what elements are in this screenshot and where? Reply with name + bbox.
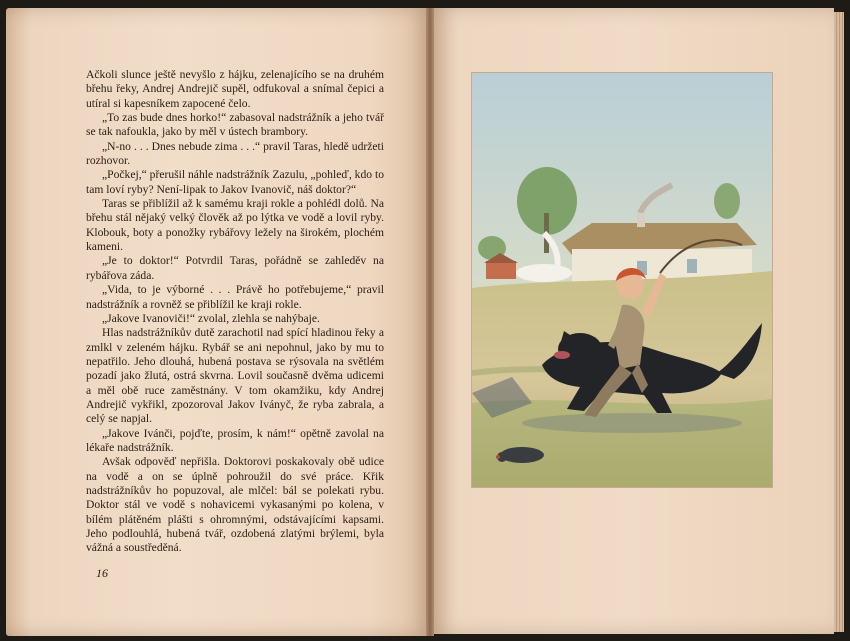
book-spine [426,8,434,636]
paragraph: „Jakove Ivanoviči!“ zvolal, zlehla se nahýbaje. [102,311,320,325]
paragraph: „Vida, to je výborné . . . Právě ho potřebujeme,“ pravil nadstrážník a rovněž se přiblížil ke kraji rokle. [86,283,384,311]
boy-riding-dog-illustration [471,72,773,488]
page-number: 16 [96,566,108,580]
paragraph: Ačkoli slunce ještě nevyšlo z hájku, zelenajícího se na druhém břehu řeky, Andrej Andrejič supěl, odfukoval a snímal čepici a utíral si kapesníkem zapocené čelo. [86,68,384,110]
paragraph: „N-no . . . Dnes nebude zima . . .“ pravil Taras, hledě udržeti rozhovor. [86,139,384,168]
paragraph: Avšak odpověď nepřišla. Doktorovi poskakovaly obě udice na vodě a on se úplně pohroužil do své práce. Křik nadstrážníkův ho popuzoval, ale mlčel: bál se polekati rybu. Doktor stál ve vodě s nohavicemi vykasanými po kolena, v bílém plátěném plášti s ohromnými, odstávajícími kapsami. Jeho podlouhlá, hubená tvář, ozdobená zlatými brýlemi, byla vážná a soustředěná. [86,455,384,555]
paragraph: Taras se přiblížil až k samému kraji rokle a pohlédl dolů. Na břehu stál nějaký velký člověk až po lýtka ve vodě a lovil ryby. Klobouk, boty a ponožky rybářovy ležely na širokém, plochém kameni. [86,197,384,254]
paragraph: „Je to doktor!“ Potvrdil Taras, pořádně se zahleděv na rybářova záda. [86,254,384,282]
page-edges [834,12,844,632]
paragraph: „To zas bude dnes horko!“ zabasoval nadstrážník a jeho tvář se tak nafoukla, jako by měl v ústech brambory. [86,111,384,139]
paragraph: Hlas nadstrážníkův dutě zarachotil nad spící hladinou řeky a zmlkl v zeleném hájku. Rybář se ani nepohnul, jako by mu to nepatřilo. Jeho dlouhá, hubená postava se rýsovala na světlém pozadí jako žlutá, ostrá skvrna. Lovil současně dvěma udicemi a měl obě ruce zaměstnány. V tom okamžiku, kdy Andrej Andrejič vykřikl, zpozoroval Jakov Iványč, že ryba zabrala, a celý se napjal. [86,326,384,426]
paragraph: „Jakove Ivánči, pojďte, prosím, k nám!“ opětně zavolal na lékaře nadstrážník. [86,426,384,454]
paragraph: „Počkej,“ přerušil náhle nadstrážník Zazulu, „pohleď, kdo to tam loví ryby? Není-lipak to Jakov Ivanovič, náš doktor?“ [86,168,384,196]
body-text [86,68,384,556]
